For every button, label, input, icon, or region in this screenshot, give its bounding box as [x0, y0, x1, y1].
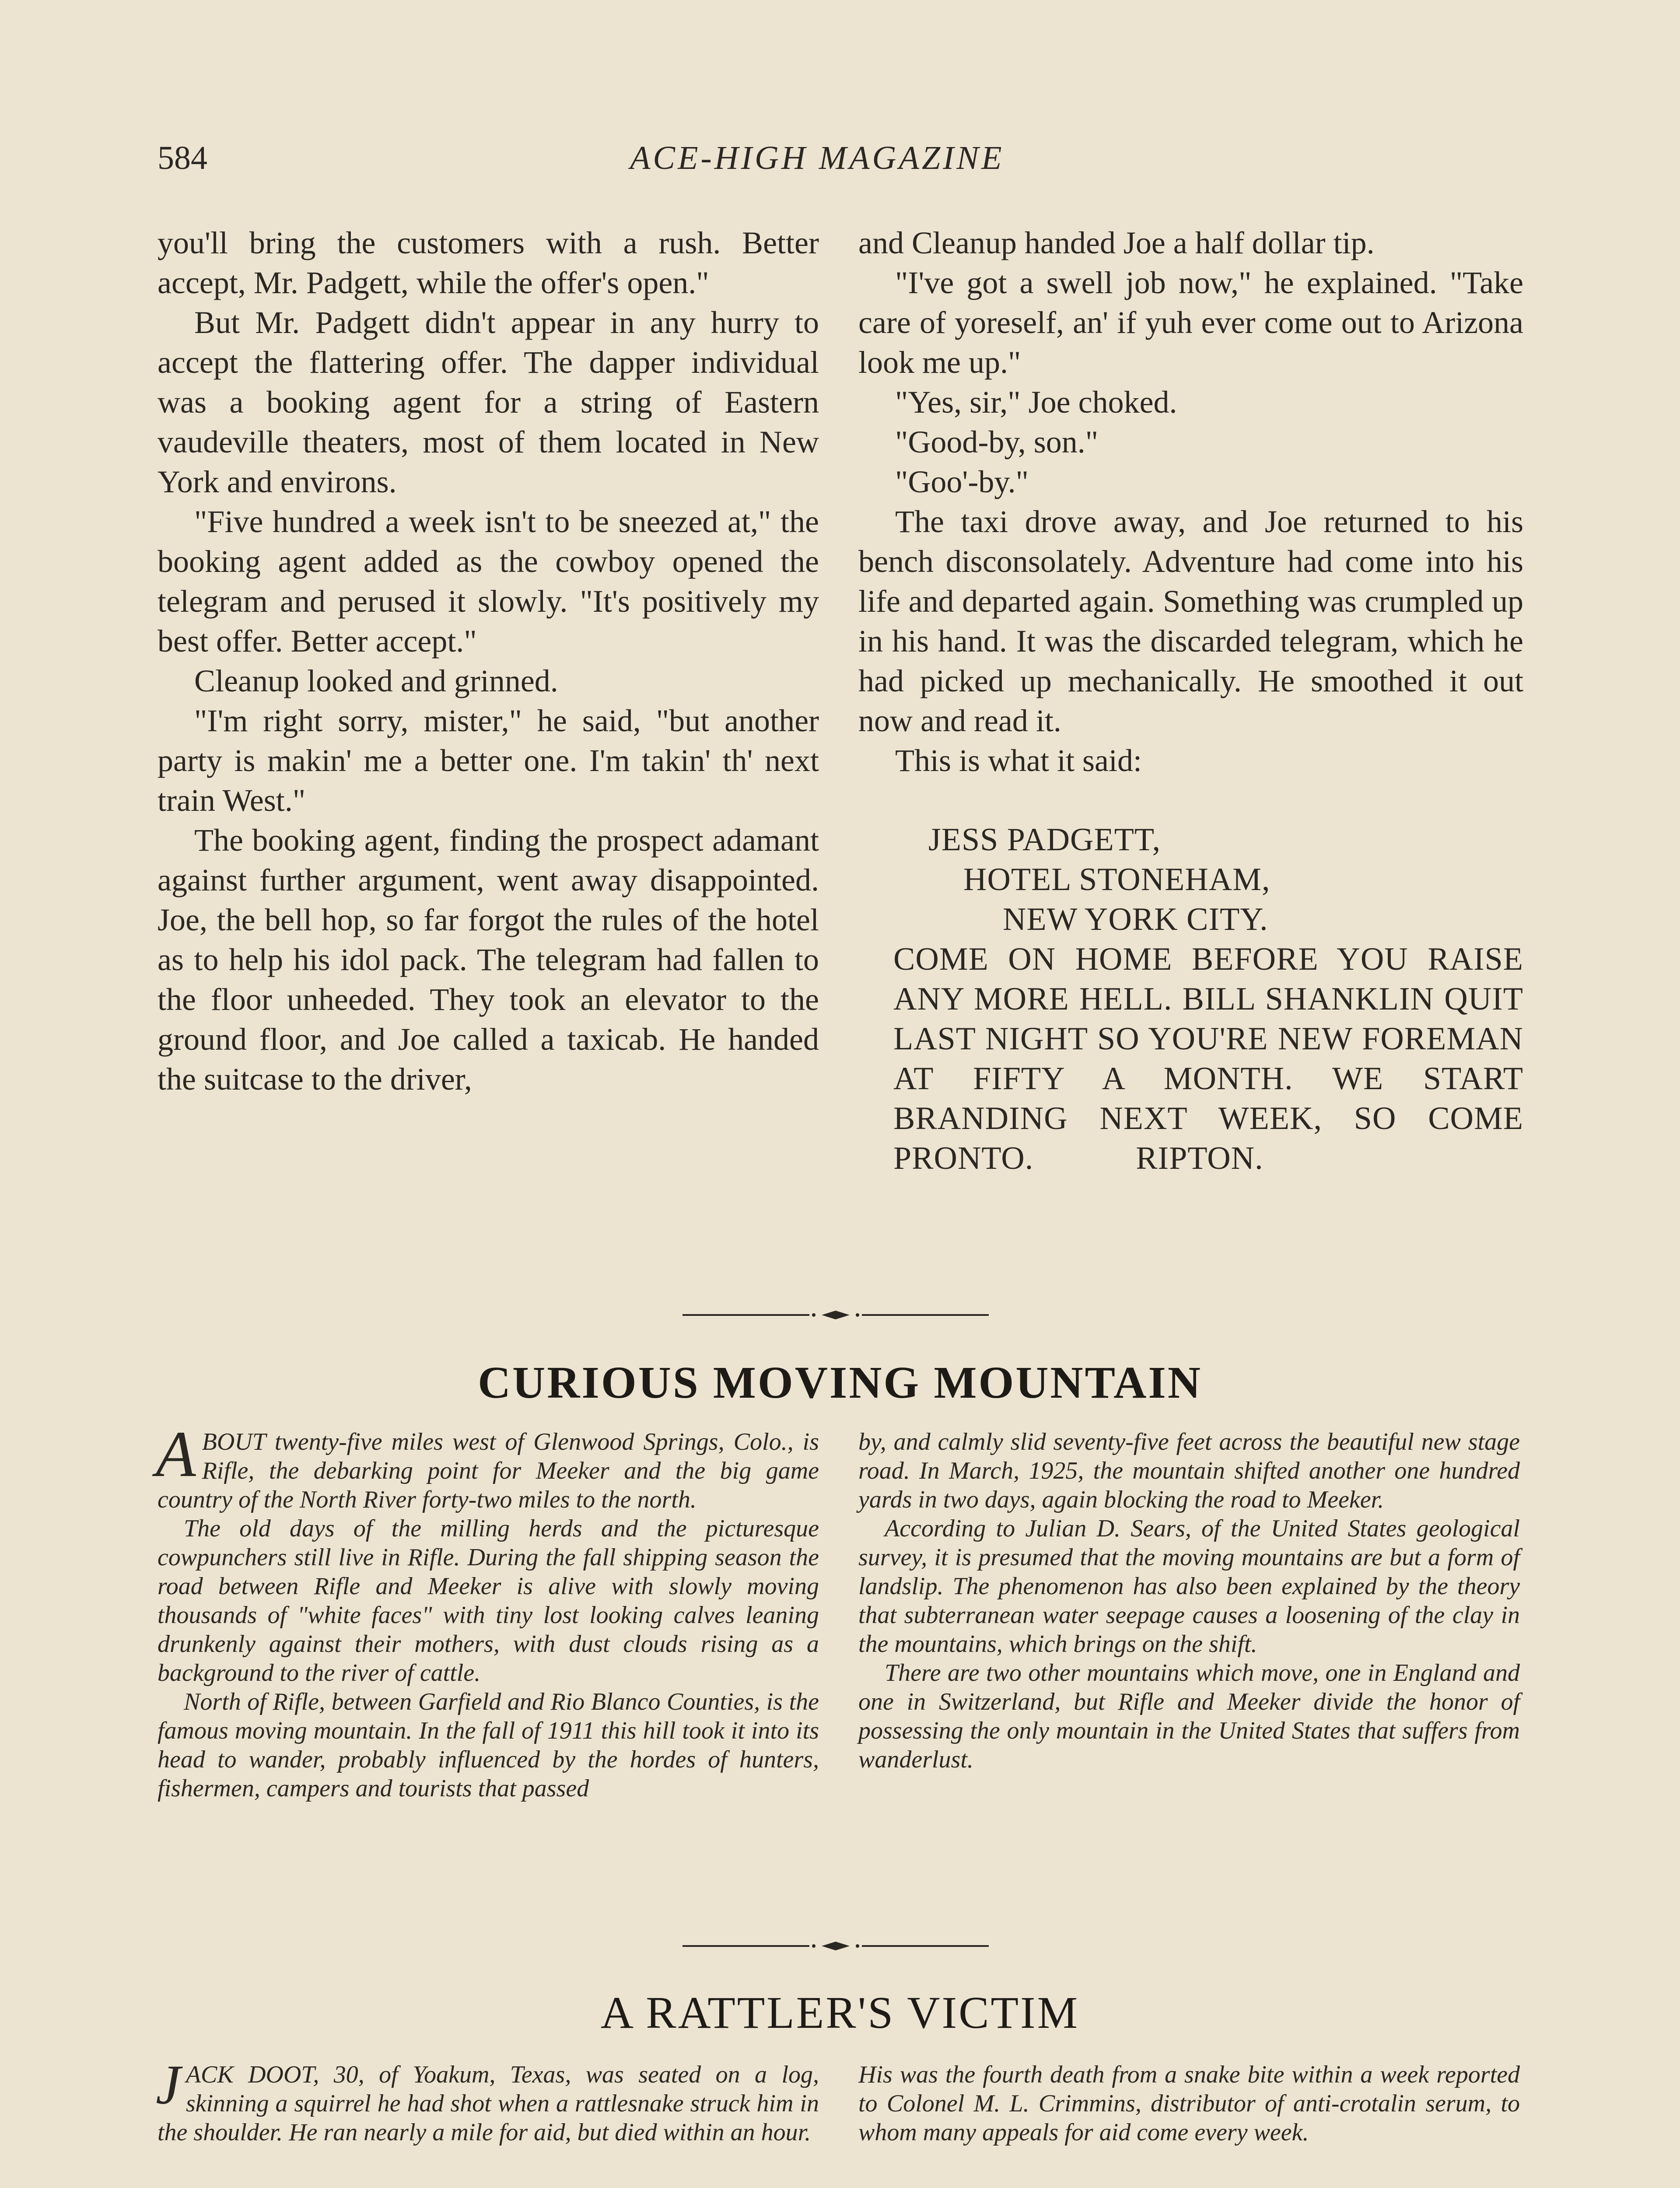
story-paragraph: "Five hundred a week isn't to be sneezed at," the booking agent added as the cowboy opened the telegram and perused it slowly. "It's positively my best offer. Better accept." — [158, 504, 819, 659]
story-paragraph: "Good-by, son." — [895, 424, 1099, 459]
telegram-hotel: HOTEL STONEHAM, — [963, 862, 1270, 898]
article-paragraph — [156, 2054, 819, 2147]
article-title: CURIOUS MOVING MOUNTAIN — [478, 1357, 1202, 1408]
page-number: 584 — [158, 140, 207, 176]
telegram-message: COME ON HOME BEFORE YOU RAISE ANY MORE HELL. BILL SHANKLIN QUIT LAST NIGHT SO YOU'RE NEW FOREMAN AT FIFTY A MONTH. WE START BRANDING NEXT WEEK, SO COME PRONTO. — [893, 941, 1523, 1176]
drop-cap: J — [156, 2054, 181, 2116]
article-paragraph: There are two other mountains which move, one in England and one in Switzerland, but Rifle and Meeker divide the honor of possessing the only mountain in the United States that suffers from wanderlust. — [858, 1659, 1520, 1773]
story-paragraph: The booking agent, finding the prospect adamant against further argument, went away disappointed. Joe, the bell hop, so far forgot the rules of the hotel as to help his idol pack. The telegram had fallen to the floor unheeded. They took an elevator to the ground floor, and Joe called a taxicab. He handed the suitcase to the driver, — [158, 823, 819, 1097]
article-paragraph: His was the fourth death from a snake bite within a week reported to Colonel M. L. Crimmins, distributor of anti-crotalin serum, to whom many appeals for aid come every week. — [858, 2061, 1520, 2146]
article-paragraph: The old days of the milling herds and the picturesque cowpunchers still live in Rifle. During the fall shipping season the road between Rifle and Meeker is alive with slowly moving thousands of "white faces" with tiny lost looking calves leaning drunkenly against their mothers, with dust clouds rising as a background to the river of cattle. — [158, 1515, 819, 1687]
article-paragraph: North of Rifle, between Garfield and Rio Blanco Counties, is the famous moving mountain. In the fall of 1911 this hill took it into its head to wander, probably influenced by the hordes of hunters, fishermen, campers and tourists that passed — [158, 1688, 819, 1802]
running-header — [0, 139, 1680, 187]
article-paragraph — [156, 1418, 819, 1514]
article-right-column — [858, 2060, 1520, 2147]
article-right-column — [858, 1427, 1520, 1774]
article-left-column — [156, 1418, 819, 1803]
drop-cap: A — [156, 1418, 196, 1490]
magazine-title: ACE-HIGH MAGAZINE — [630, 140, 1004, 176]
divider-ornament — [682, 1939, 989, 1953]
telegram-signature: RIPTON. — [1136, 1140, 1264, 1176]
article-title: A RATTLER'S VICTIM — [600, 1988, 1080, 2038]
article-left-column — [156, 2054, 819, 2147]
story-right-column — [858, 223, 1523, 1178]
story-paragraph: But Mr. Padgett didn't appear in any hurry to accept the flattering offer. The dapper individual was a booking agent for a string of Eastern vaudeville theaters, most of them located in New York and environs. — [158, 305, 819, 499]
divider-ornament — [682, 1308, 989, 1322]
telegram-body — [858, 940, 1523, 1178]
story-left-column — [158, 223, 819, 1099]
story-paragraph: you'll bring the customers with a rush. Better accept, Mr. Padgett, while the offer's open." — [158, 225, 819, 300]
story-paragraph: The taxi drove away, and Joe returned to his bench disconsolately. Adventure had come into his life and departed again. Something was crumpled up in his hand. It was the discarded telegram, which he had picked up mechanically. He smoothed it out now and read it. — [858, 504, 1523, 738]
article-lead-text: ACK DOOT, 30, of Yoakum, Texas, was seated on a log, skinning a squirrel he had shot when a rattlesnake struck him in the shoulder. He ran nearly a mile for aid, but died within an hour. — [158, 2061, 819, 2146]
telegram-addressee: JESS PADGETT, — [928, 822, 1161, 858]
story-paragraph: Cleanup looked and grinned. — [194, 663, 558, 698]
story-paragraph: "I've got a swell job now," he explained. "Take care of yoreself, an' if yuh ever come out to Arizona look me up." — [858, 265, 1523, 380]
telegram — [858, 820, 1523, 1178]
article-paragraph: According to Julian D. Sears, of the United States geological survey, it is presumed that the moving mountains are but a form of landslip. The phenomenon has also been explained by the theory that subterranean water seepage causes a loosening of the clay in the mountains, which brings on the shift. — [858, 1515, 1520, 1658]
story-paragraph: This is what it said: — [895, 743, 1142, 778]
story-paragraph: and Cleanup handed Joe a half dollar tip. — [858, 225, 1375, 260]
story-paragraph: "Yes, sir," Joe choked. — [895, 385, 1177, 420]
article-lead-text: BOUT twenty-five miles west of Glenwood Springs, Colo., is Rifle, the debarking point for Meeker and the big game country of the North River forty-two miles to the north. — [158, 1428, 819, 1513]
telegram-city: NEW YORK CITY. — [1003, 901, 1268, 937]
article-paragraph: by, and calmly slid seventy-five feet across the beautiful new stage road. In March, 1925, the mountain shifted another one hundred yards in two days, again blocking the road to Meeker. — [858, 1428, 1520, 1513]
story-paragraph: "Goo'-by." — [895, 464, 1029, 499]
story-paragraph: "I'm right sorry, mister," he said, "but another party is makin' me a better one. I'm takin' th' next train West." — [158, 703, 819, 818]
